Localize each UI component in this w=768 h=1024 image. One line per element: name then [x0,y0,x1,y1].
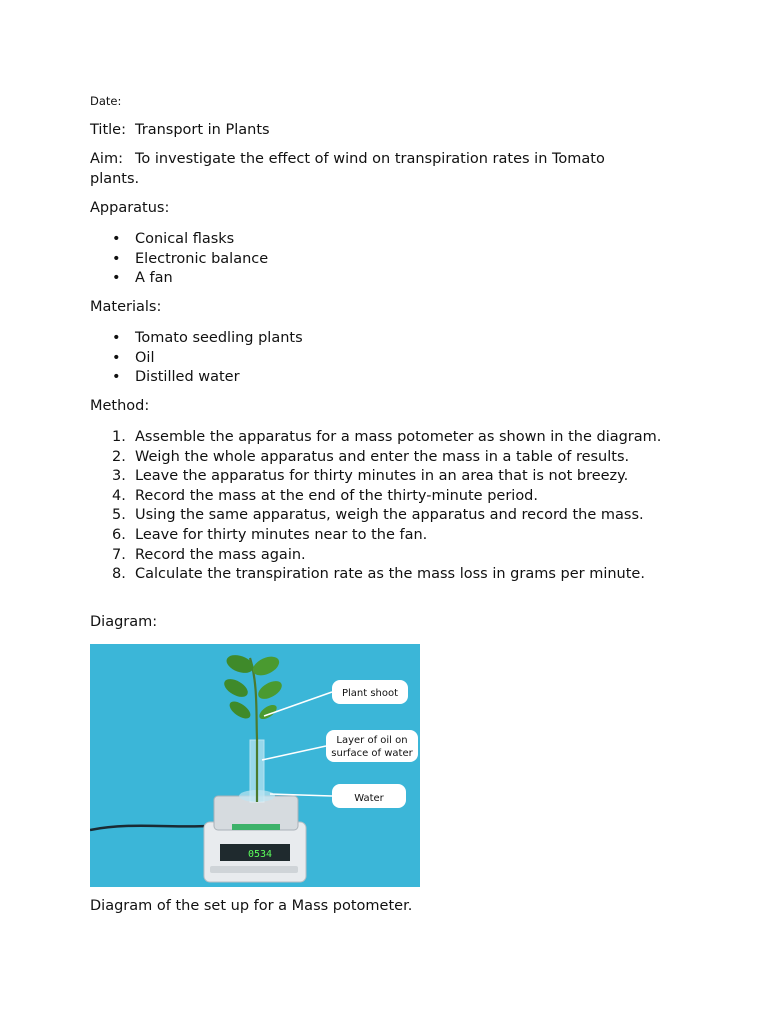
method-list [90,428,680,585]
list-item: • A fan [112,270,173,287]
materials-heading: Materials: [90,299,162,315]
method-step: 7. Record the mass again. [112,546,306,563]
list-item: • Distilled water [112,369,240,386]
aim-label: Aim: [90,151,123,167]
balance-keys [210,866,298,873]
list-item: • Conical flasks [112,231,235,247]
oil-label-line2: surface of water [331,748,413,759]
water-label: Water [354,793,384,804]
apparatus-list [90,230,268,289]
method-step: 4. Record the mass at the end of the thirty-minute period. [112,487,538,504]
list-item: • Tomato seedling plants [112,330,303,346]
method-heading: Method: [90,398,150,414]
title-label: Title: [90,122,126,138]
list-item: • Electronic balance [112,250,269,267]
diagram-heading: Diagram: [90,614,158,630]
method-step: 2. Weigh the whole apparatus and enter the mass in a table of results. [112,448,630,465]
diagram-caption: Diagram of the set up for a Mass potometer. [90,898,413,914]
method-step: 1. Assemble the apparatus for a mass potometer as shown in the diagram. [112,429,662,445]
balance-readout: 0534 [247,849,273,860]
method-step: 8. Calculate the transpiration rate as the mass loss in grams per minute. [112,566,645,583]
method-step: 6. Leave for thirty minutes near to the fan. [112,526,428,543]
date-label: Date: [90,94,122,108]
method-step: 3. Leave the apparatus for thirty minutes in an area that is not breezy. [112,468,629,485]
aim-line [90,150,650,189]
aim-value: To investigate the effect of wind on transpiration rates in Tomato plants. [90,151,605,187]
apparatus-heading: Apparatus: [90,200,170,216]
list-item: • Oil [112,349,155,366]
materials-list [90,329,303,388]
shoot-label: Plant shoot [341,688,399,699]
oil-label-line1: Layer of oil on [336,735,408,746]
title-line [90,121,270,141]
method-step: 5. Using the same apparatus, weigh the apparatus and record the mass. [112,507,644,524]
mass-potometer-diagram [90,644,420,887]
title-value: Transport in Plants [135,122,270,138]
balance-brand-strip [232,824,280,830]
